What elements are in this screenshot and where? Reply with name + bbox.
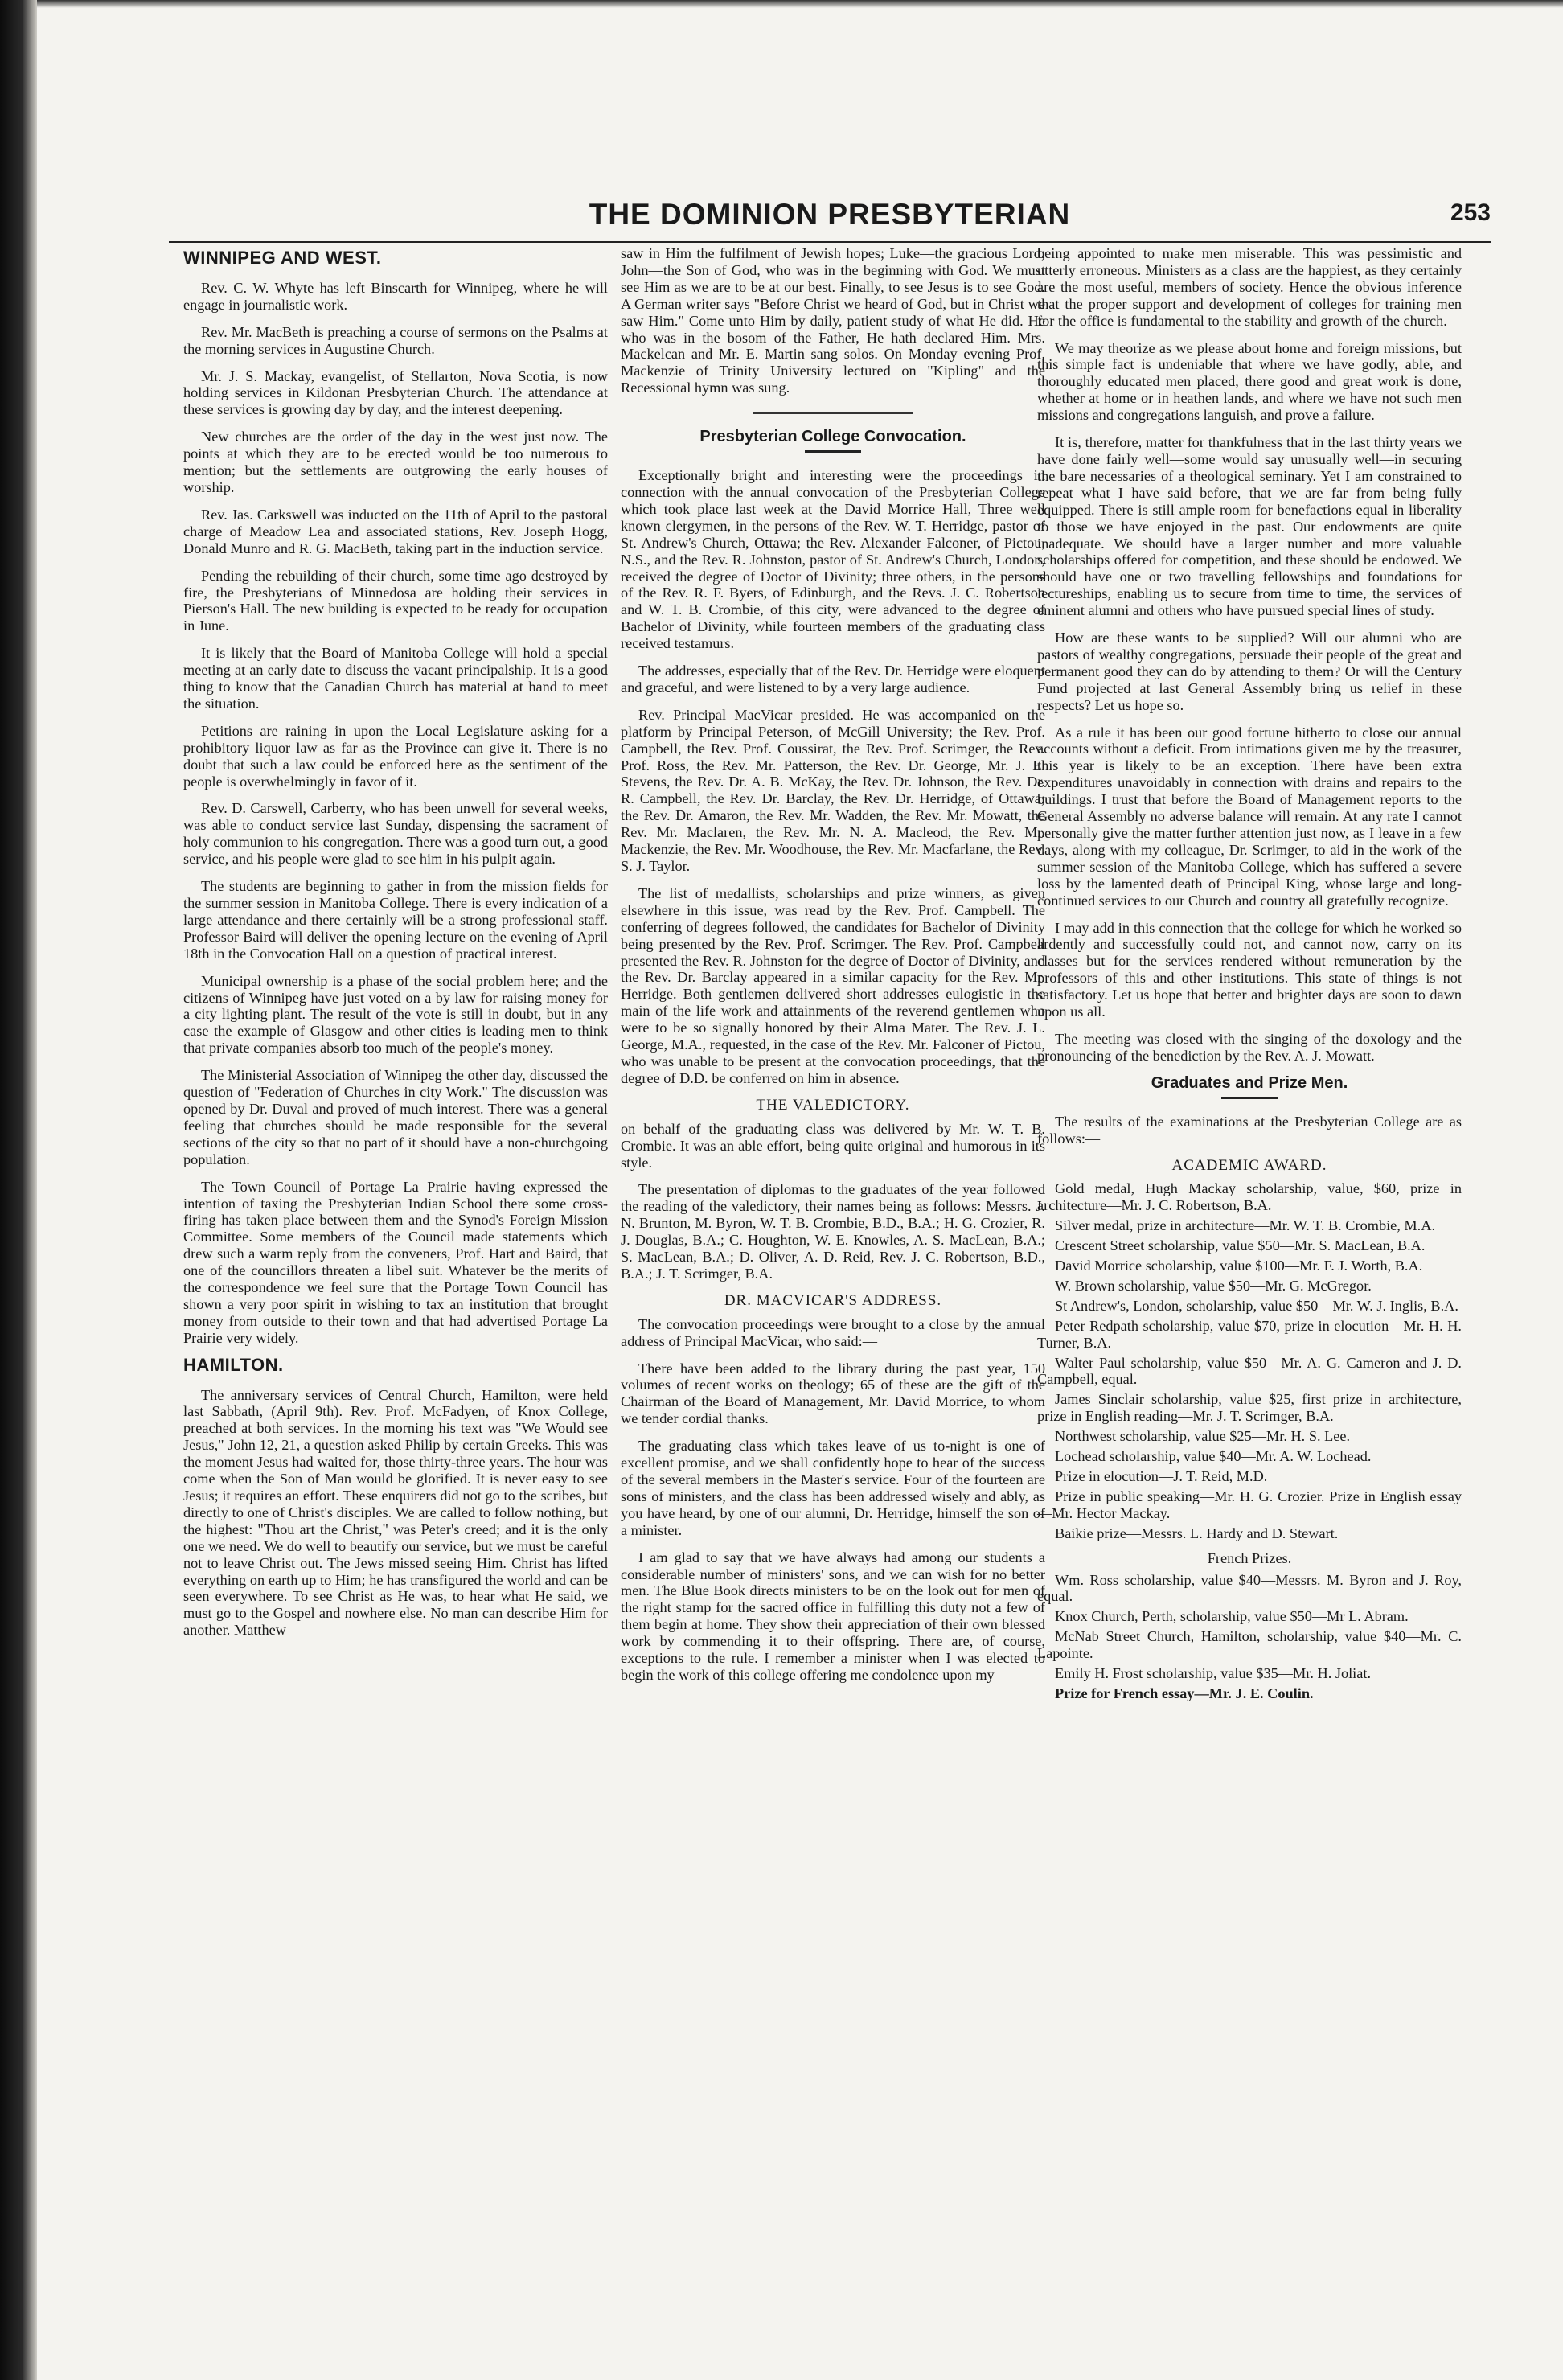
award-entry-final: Prize for French essay—Mr. J. E. Coulin. bbox=[1055, 1684, 1314, 1701]
scan-edge bbox=[37, 0, 1563, 8]
paragraph: I may add in this connection that the college for which he worked so ardently and successfully could not, and cannot now, carry on its classes but for the services rendered without remuneration by the professors of this and other institutions. This state of things is not satisfactory. Let us hope that better and brighter days are soon to dawn upon us all. bbox=[1037, 919, 1462, 1020]
section-heading-hamilton: HAMILTON. bbox=[183, 1354, 284, 1375]
award-entry: Wm. Ross scholarship, value $40—Messrs. M. Byron and J. Roy, equal. bbox=[1037, 1571, 1462, 1605]
paragraph: It is, therefore, matter for thankfulness that in the last thirty years we have done fairly well—some would say unusually well—in securing the bare necessaries of a theological seminary. Yet I am constrained to repeat what I have said before, that we are far from being fully equipped. There is still ample room for benefactions equal in liberality to those we have enjoyed in the past. Our endowments are quite inadequate. We should have a larger number and more valuable scholarships offered for competition, and these should be endowed. We should have one or two travelling fellowships and foundations for lectureships, enabling us to secure from time to time, the services of eminent alumni and others who have pursued special lines of study. bbox=[1037, 434, 1462, 619]
paragraph: being appointed to make men miserable. This was pessimistic and utterly erroneous. Ministers as a class are the happiest, as they certainly are the most useful, members of society. Hence the obvious inference that the proper support and development of colleges for training men for the office is fundamental to the stability and growth of the church. bbox=[1037, 245, 1462, 329]
paragraph: Rev. Principal MacVicar presided. He was accompanied on the platform by Principal Peterson, of McGill University; the Rev. Prof. Campbell, the Rev. Prof. Coussirat, the Rev. Prof. Scrimger, the Rev. Prof. Ross, the Rev. Mr. Patterson, the Rev. Dr. George, Mr. J. E. Stevens, the Rev. Dr. A. B. McKay, the Rev. Dr. Johnson, the Rev. Dr. R. Campbell, the Rev. Dr. Barclay, the Rev. Dr. Herridge, of Ottawa; the Rev. Dr. Amaron, the Rev. Mr. Wadden, the Rev. Mr. Mowatt, the Rev. Mr. Maclaren, the Rev. Mr. N. A. Macleod, the Rev. Mr. Mackenzie, the Rev. Mr. Woodhouse, the Rev. Mr. Macfarlane, the Rev. S. J. Taylor. bbox=[621, 706, 1045, 874]
paragraph: New churches are the order of the day in the west just now. The points at which they are to be erected would be too numerous to mention; but the settlements are outgrowing the early houses of worship. bbox=[183, 429, 608, 495]
paragraph: The meeting was closed with the singing of the doxology and the pronouncing of the benediction by the Rev. A. J. Mowatt. bbox=[1037, 1030, 1462, 1064]
award-entry: Prize in elocution—J. T. Reid, M.D. bbox=[1055, 1468, 1268, 1484]
award-entry: Crescent Street scholarship, value $50—Mr. S. MacLean, B.A. bbox=[1055, 1237, 1426, 1254]
page-header bbox=[169, 198, 1491, 240]
winnipeg-paragraphs bbox=[183, 280, 608, 1347]
paragraph: Rev. C. W. Whyte has left Binscarth for Winnipeg, where he will engage in journalistic work. bbox=[183, 279, 608, 313]
paragraph: on behalf of the graduating class was delivered by Mr. W. T. B. Crombie. It was an able effort, being quite original and humorous in its style. bbox=[621, 1120, 1045, 1171]
page-number: 253 bbox=[1450, 199, 1491, 226]
paragraph: Pending the rebuilding of their church, some time ago destroyed by fire, the Presbyterians of Minnedosa are holding their services in Pierson's Hall. The new building is expected to be ready for occupation in June. bbox=[183, 567, 608, 634]
column-1 bbox=[183, 245, 608, 1649]
award-entry: Northwest scholarship, value $25—Mr. H. S. Lee. bbox=[1055, 1428, 1351, 1445]
award-entry: Lochead scholarship, value $40—Mr. A. W. Lochead. bbox=[1055, 1448, 1372, 1465]
heading-rule bbox=[1221, 1097, 1278, 1099]
paragraph: saw in Him the fulfilment of Jewish hopes; Luke—the gracious Lord; John—the Son of God, who was in the beginning with God. We must see Him as we are to be at our best. Finally, to see Jesus is to see God. A German writer says "Before Christ we heard of God, but in Christ we saw Him." Come unto Him by daily, patient study of what He did. He who was in the bosom of the Father, He hath declared Him. Mrs. Mackelcan and Mr. E. Martin sang solos. On Monday evening Prof. Mackenzie of Trinity University lectured on "Kipling" and the Recessional hymn was sung. bbox=[621, 245, 1045, 396]
paragraph: The graduating class which takes leave of us to-night is one of excellent promise, and we shall confidently hope to hear of the success of the several members in the Master's service. Four of the fourteen are sons of ministers, and the class has been addressed wisely and ably, as you have heard, by one of our alumni, Dr. Herridge, himself the son of a minister. bbox=[621, 1438, 1045, 1538]
award-entry: Baikie prize—Messrs. L. Hardy and D. Stewart. bbox=[1055, 1524, 1339, 1541]
heading-rule bbox=[805, 450, 861, 453]
paragraph: There have been added to the library during the past year, 150 volumes of recent works on theology; 65 of these are the gift of the Chairman of the Board of Management, Mr. David Morrice, to whom we tender cordial thanks. bbox=[621, 1360, 1045, 1427]
paragraph: As a rule it has been our good fortune hitherto to close our annual accounts without a deficit. From intimations given me by the treasurer, this year is likely to be an exception. There have been extra expenditures unavoidably in connection with drains and repairs to the buildings. I trust that before the Board of Management reports to the General Assembly no adverse balance will remain. At any rate I cannot personally give the matter further attention just now, as I leave in a few days, along with my colleague, Dr. Scrimger, to aid in the work of the summer session of the Manitoba College, which has suffered a severe loss by the lamented death of Principal King, whose large and long-continued services to our Church and country all gratefully recognize. bbox=[1037, 724, 1462, 909]
paragraph: The results of the examinations at the Presbyterian College are as follows:— bbox=[1037, 1113, 1462, 1147]
binding-gutter bbox=[0, 0, 37, 2380]
paragraph: Rev. D. Carswell, Carberry, who has been unwell for several weeks, was able to conduct service last Sunday, dispensing the sacrament of holy communion to his congregation. There was a good turn out, a good service, and his people were glad to see him in his pulpit again. bbox=[183, 800, 608, 868]
paragraph: The students are beginning to gather in from the mission fields for the summer session in Manitoba College. There is every indication of a large attendance and there certainly will be a strong professional staff. Professor Baird will deliver the opening lecture on the evening of April 18th in the Convocation Hall on a question of practical interest. bbox=[183, 878, 608, 962]
section-heading-winnipeg: WINNIPEG AND WEST. bbox=[183, 248, 382, 268]
paragraph: The addresses, especially that of the Rev. Dr. Herridge were eloquent and graceful, and were listened to by a very large audience. bbox=[621, 663, 1045, 696]
award-entry: Gold medal, Hugh Mackay scholarship, value, $60, prize in architecture—Mr. J. C. Robertson, B.A. bbox=[1037, 1180, 1462, 1214]
paragraph: We may theorize as we please about home and foreign missions, but this simple fact is undeniable that where we have godly, able, and thoroughly educated men placed, there good and great work is done, whether at home or in heathen lands, and where we have not such men missions and congregations languish, and prove a failure. bbox=[1037, 339, 1462, 424]
paragraph: How are these wants to be supplied? Will our alumni who are pastors of wealthy congregations, persuade their people of the great and permanent good they can do by attending to them? Or will the Century Fund projected at last General Assembly bring us relief in these respects? Let us hope so. bbox=[1037, 630, 1462, 713]
paragraph: The Ministerial Association of Winnipeg the other day, discussed the question of "Federation of Churches in city Work." The discussion was opened by Dr. Duval and proved of much interest. There was a general feeling that churches should be made responsible for the several sections of the city so that no part of it should have a non-churchgoing population. bbox=[183, 1067, 608, 1167]
paragraph: Mr. J. S. Mackay, evangelist, of Stellarton, Nova Scotia, is now holding services in Kildonan Presbyterian Church. The attendance at these services is growing day by day, and the interest deepening. bbox=[183, 367, 608, 418]
paragraph: The convocation proceedings were brought to a close by the annual address of Principal MacVicar, who said:— bbox=[621, 1315, 1045, 1349]
masthead: THE DOMINION PRESBYTERIAN bbox=[589, 198, 1071, 231]
award-entry: McNab Street Church, Hamilton, scholarship, value $40—Mr. C. Lapointe. bbox=[1037, 1628, 1462, 1662]
paragraph: Rev. Jas. Carkswell was inducted on the 11th of April to the pastoral charge of Meadow Lea and associated stations, Rev. Joseph Hogg, Donald Munro and R. G. MacBeth, taking part in the induction service. bbox=[183, 506, 608, 556]
paragraph: The presentation of diplomas to the graduates of the year followed the reading of the valedictory, their names being as follows: Messrs. J. N. Brunton, M. Byron, W. T. B. Crombie, B.D., B.A.; H. G. Crozier, R. J. Douglas, B.A.; C. Houghton, W. E. Knowles, A. S. MacLean, B.A.; S. MacLean, B.A.; D. Oliver, A. D. Reid, Rev. J. C. Robertson, B.D., B.A.; J. T. Scrimger, B.A. bbox=[621, 1181, 1045, 1282]
subheading-academic-award: ACADEMIC AWARD. bbox=[1171, 1156, 1327, 1174]
award-entry: James Sinclair scholarship, value $25, first prize in architecture, prize in English reading—Mr. J. T. Scrimger, B.A. bbox=[1037, 1391, 1462, 1425]
paragraph: The list of medallists, scholarships and prize winners, as given elsewhere in this issue, was read by the Rev. Prof. Campbell. The conferring of degrees followed, the candidates for Bachelor of Divinity being presented by the Rev. Prof. Scrimger. The Rev. Prof. Campbell presented the Rev. R. Johnston for the degree of Doctor of Divinity, and the Rev. Dr. Barclay appeared in a similar capacity for the Rev. Mr. Herridge. Both gentlemen delivered short addresses eulogistic in the main of the life work and attainments of the reverend gentlemen who were to be so signally honored by their Alma Mater. The Rev. J. L. George, M.A., requested, in the case of the Rev. Mr. Falconer of Pictou, who was unable to be present at the convocation proceedings, that the degree of D.D. be conferred on him in absence. bbox=[621, 884, 1045, 1086]
award-entry: St Andrew's, London, scholarship, value $50—Mr. W. J. Inglis, B.A. bbox=[1055, 1297, 1458, 1314]
subheading-macvicar-address: DR. MACVICAR'S ADDRESS. bbox=[724, 1291, 942, 1309]
award-entry: Prize in public speaking—Mr. H. G. Crozier. Prize in English essay—Mr. Hector Mackay. bbox=[1037, 1488, 1462, 1521]
paragraph: Municipal ownership is a phase of the social problem here; and the citizens of Winnipeg have just voted on a by law for raising money for a city lighting plant. The result of the vote is still in doubt, but in any case the example of Glasgow and other cities is leading men to think that private companies absorb too much of the people's money. bbox=[183, 972, 608, 1057]
section-heading-graduates: Graduates and Prize Men. bbox=[1151, 1073, 1348, 1092]
column-3 bbox=[1037, 245, 1462, 1705]
section-heading-convocation: Presbyterian College Convocation. bbox=[699, 428, 966, 446]
column-2 bbox=[621, 245, 1045, 1694]
award-entry: Peter Redpath scholarship, value $70, prize in elocution—Mr. H. H. Turner, B.A. bbox=[1037, 1317, 1462, 1351]
paragraph: The anniversary services of Central Church, Hamilton, were held last Sabbath, (April 9th). Rev. Prof. McFadyen, of Knox College, preached at both services. In the morning his text was "We Would see Jesus," John 12, 21, a question asked Philip by certain Greeks. This was the moment Jesus had waited for, those thirty-three years. The hour was come when the Son of Man would be glorified. It is never easy to see Jesus; it requires an effort. These enquirers did not go to the scribes, but directly to one of Christ's disciples. We are called to follow nothing, but the highest: "Thou art the Christ," was Peter's creed; and it is the only one we need. We do well to beautify our service, but we must be careful not to leave Christ out. The Jews missed seeing Him. Christ has lifted everything on earth up to Him; he has transfigured the world and can be seen everywhere. To see Christ as He was, to hear what He said, we must go to the Gospel and nowhere else. No man can describe Him for another. Matthew bbox=[183, 1386, 608, 1639]
award-entry: Walter Paul scholarship, value $50—Mr. A. G. Cameron and J. D. Campbell, equal. bbox=[1037, 1354, 1462, 1388]
award-entry: Knox Church, Perth, scholarship, value $50—Mr L. Abram. bbox=[1055, 1608, 1409, 1625]
subheading-french-prizes: French Prizes. bbox=[1207, 1549, 1292, 1566]
paragraph: Petitions are raining in upon the Local Legislature asking for a prohibitory liquor law as far as the Province can give it. There is no doubt that such a law could be enforced here as the sentiment of the people is overwhelmingly in favor of it. bbox=[183, 722, 608, 790]
paragraph: It is likely that the Board of Manitoba College will hold a special meeting at an early date to discuss the vacant principalship. It is a good thing to know that the Canadian Church has material at hand to meet the situation. bbox=[183, 645, 608, 712]
award-entry: W. Brown scholarship, value $50—Mr. G. McGregor. bbox=[1055, 1277, 1372, 1294]
header-rule bbox=[169, 241, 1491, 243]
paragraph: Rev. Mr. MacBeth is preaching a course of sermons on the Psalms at the morning services in Augustine Church. bbox=[183, 323, 608, 357]
award-entry: David Morrice scholarship, value $100—Mr. F. J. Worth, B.A. bbox=[1055, 1258, 1423, 1274]
award-entry: Emily H. Frost scholarship, value $35—Mr. H. Joliat. bbox=[1055, 1665, 1372, 1682]
section-divider bbox=[753, 412, 913, 414]
paragraph: Exceptionally bright and interesting were the proceedings in connection with the annual convocation of the Presbyterian College which took place last week at the David Morrice Hall, Three well known clergymen, in the persons of the Rev. W. T. Herridge, pastor of St. Andrew's Church, Ottawa; the Rev. Alexander Falconer, of Pictou, N.S., and the Rev. R. Johnston, pastor of St. Andrew's Church, London, received the degree of Doctor of Divinity; three others, in the persons of the Rev. R. F. Byers, of Edinburgh, and the Revs. J. C. Robertson and W. T. B. Crombie, of this city, were advanced to the degree of Bachelor of Divinity, while fourteen members of the graduating class received testamurs. bbox=[621, 467, 1045, 652]
paragraph: I am glad to say that we have always had among our students a considerable number of ministers' sons, and we can wish for no better men. The Blue Book directs ministers to be on the look out for men of the right stamp for the sacred office in fulfilling this duty not a few of them begin at home. They show their appreciation of their own blessed work by commending it to their offspring. There are, of course, exceptions to the rule. I remember a minister when I was elected to begin the work of this college offering me condolence upon my bbox=[621, 1549, 1045, 1683]
subheading-valedictory: THE VALEDICTORY. bbox=[756, 1096, 910, 1114]
award-entry: Silver medal, prize in architecture—Mr. W. T. B. Crombie, M.A. bbox=[1055, 1217, 1436, 1234]
paragraph: The Town Council of Portage La Prairie having expressed the intention of taxing the Presbyterian Indian School there some cross-firing has taken place between them and the Synod's Foreign Mission Committee. Some members of the Council made statements which drew such a warm reply from the conveners, Prof. Hart and Baird, that one of the councillors threaten a libel suit. Whatever be the merits of the correspondence we feel sure that the Portage Town Council has shown a very poor spirit in wishing to tax an institution that brought money from outside to their town and that had advertised Portage La Prairie very widely. bbox=[183, 1178, 608, 1346]
